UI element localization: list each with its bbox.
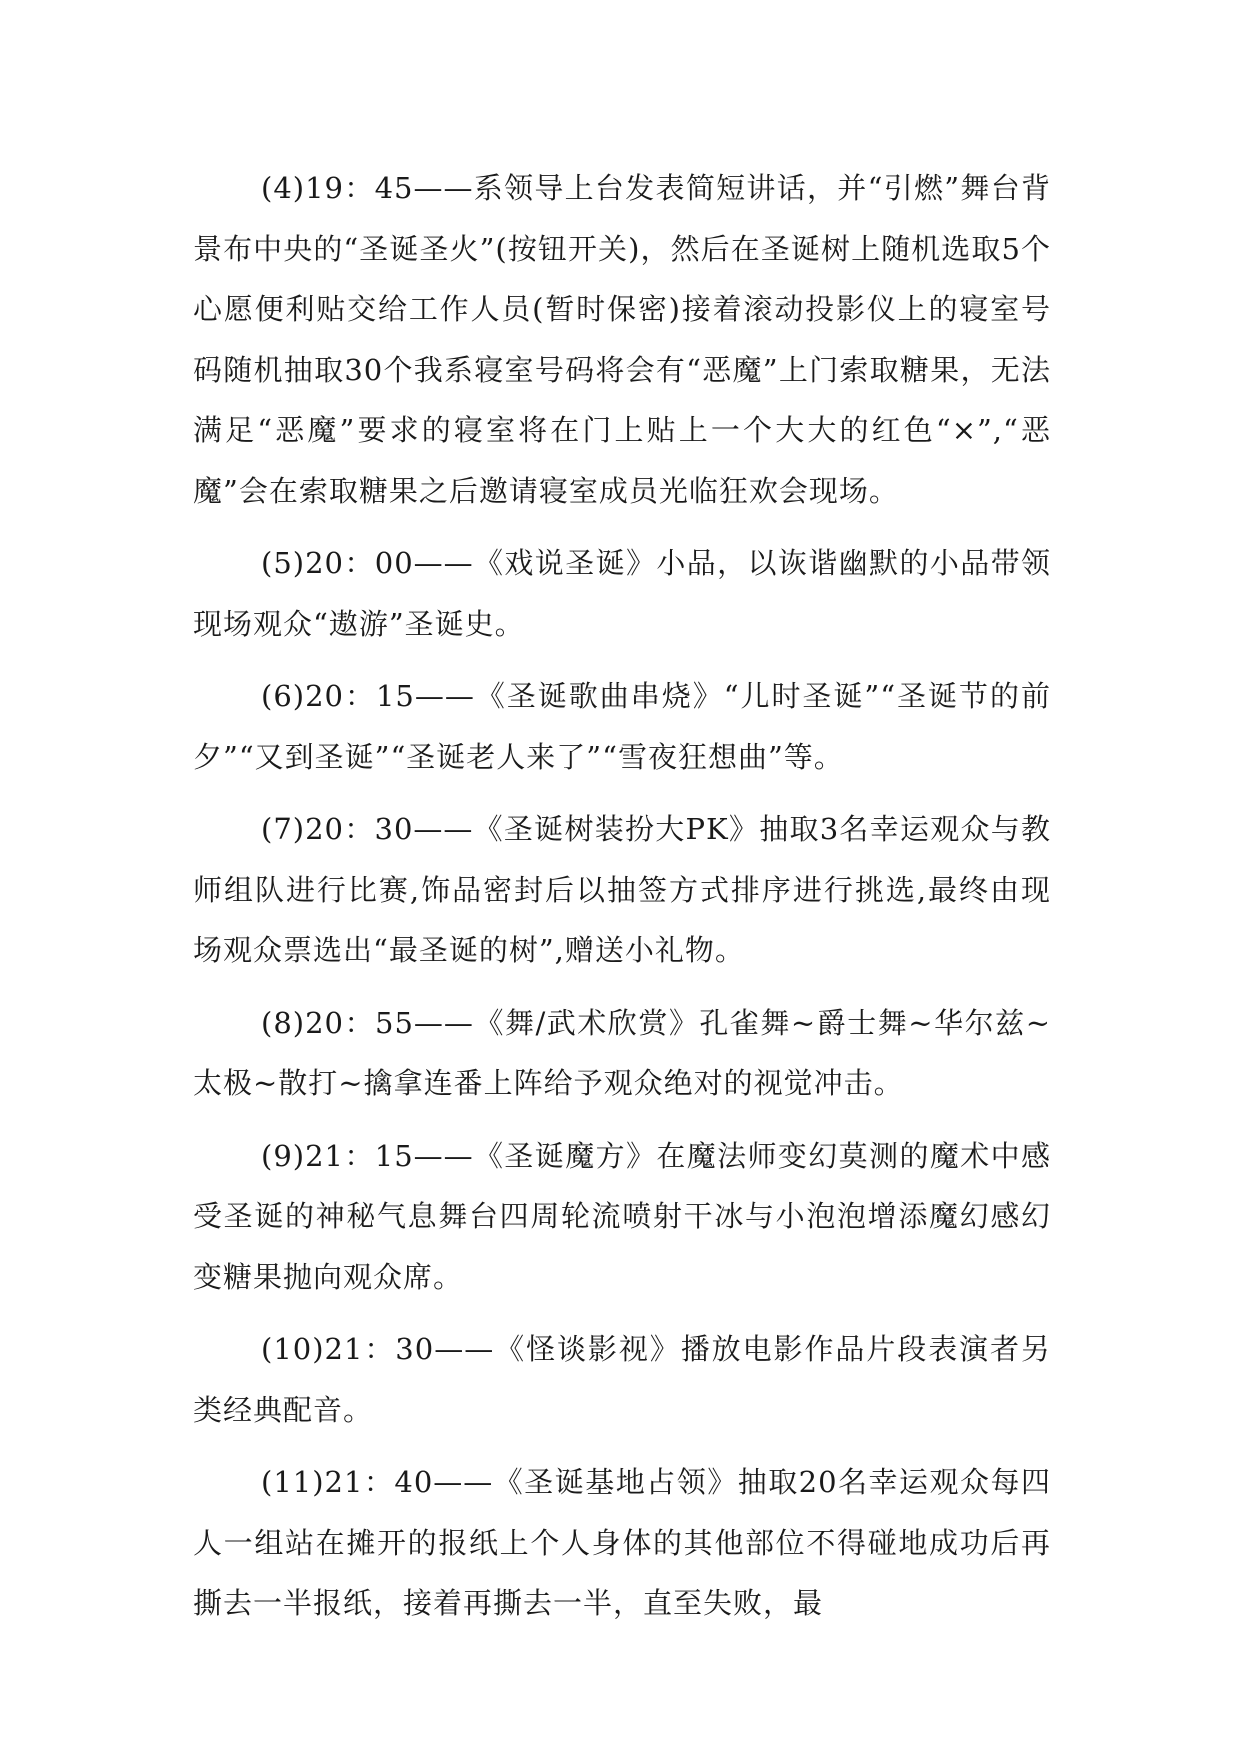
paragraph-item-6: (6)20：15——《圣诞歌曲串烧》“儿时圣诞”“圣诞节的前夕”“又到圣诞”“圣诞老人来了”“雪夜狂想曲”等。 bbox=[193, 679, 1051, 774]
paragraph-item-11: (11)21：40——《圣诞基地占领》抽取20名幸运观众每四人一组站在摊开的报纸上个人身体的其他部位不得碰地成功后再撕去一半报纸，接着再撕去一半，直至失败，最 bbox=[193, 1465, 1051, 1620]
paragraph-item-5: (5)20：00——《戏说圣诞》小品，以诙谐幽默的小品带领现场观众“遨游”圣诞史。 bbox=[193, 546, 1051, 641]
paragraph-item-8: (8)20：55——《舞/武术欣赏》孔雀舞~爵士舞~华尔兹~太极~散打~擒拿连番上阵给予观众绝对的视觉冲击。 bbox=[193, 1005, 1051, 1100]
document-body bbox=[193, 158, 1051, 1646]
paragraph-item-7: (7)20：30——《圣诞树装扮大PK》抽取3名幸运观众与教师组队进行比赛,饰品密封后以抽签方式排序进行挑选,最终由现场观众票选出“最圣诞的树”,赠送小礼物。 bbox=[193, 812, 1051, 967]
paragraph-item-9: (9)21：15——《圣诞魔方》在魔法师变幻莫测的魔术中感受圣诞的神秘气息舞台四周轮流喷射干冰与小泡泡增添魔幻感幻变糖果抛向观众席。 bbox=[193, 1138, 1051, 1294]
paragraph-item-10: (10)21：30——《怪谈影视》播放电影作品片段表演者另类经典配音。 bbox=[193, 1332, 1051, 1427]
paragraph-item-4: (4)19：45——系领导上台发表简短讲话，并“引燃”舞台背景布中央的“圣诞圣火”(按钮开关)，然后在圣诞树上随机选取5个心愿便利贴交给工作人员(暂时保密)接着滚动投影仪上的寝室号码随机抽取30个我系寝室号码将会有“恶魔”上门索取糖果，无法满足“恶魔”要求的寝室将在门上贴上一个大大的红色“×”,“恶魔”会在索取糖果之后邀请寝室成员光临狂欢会现场。 bbox=[193, 171, 1051, 508]
